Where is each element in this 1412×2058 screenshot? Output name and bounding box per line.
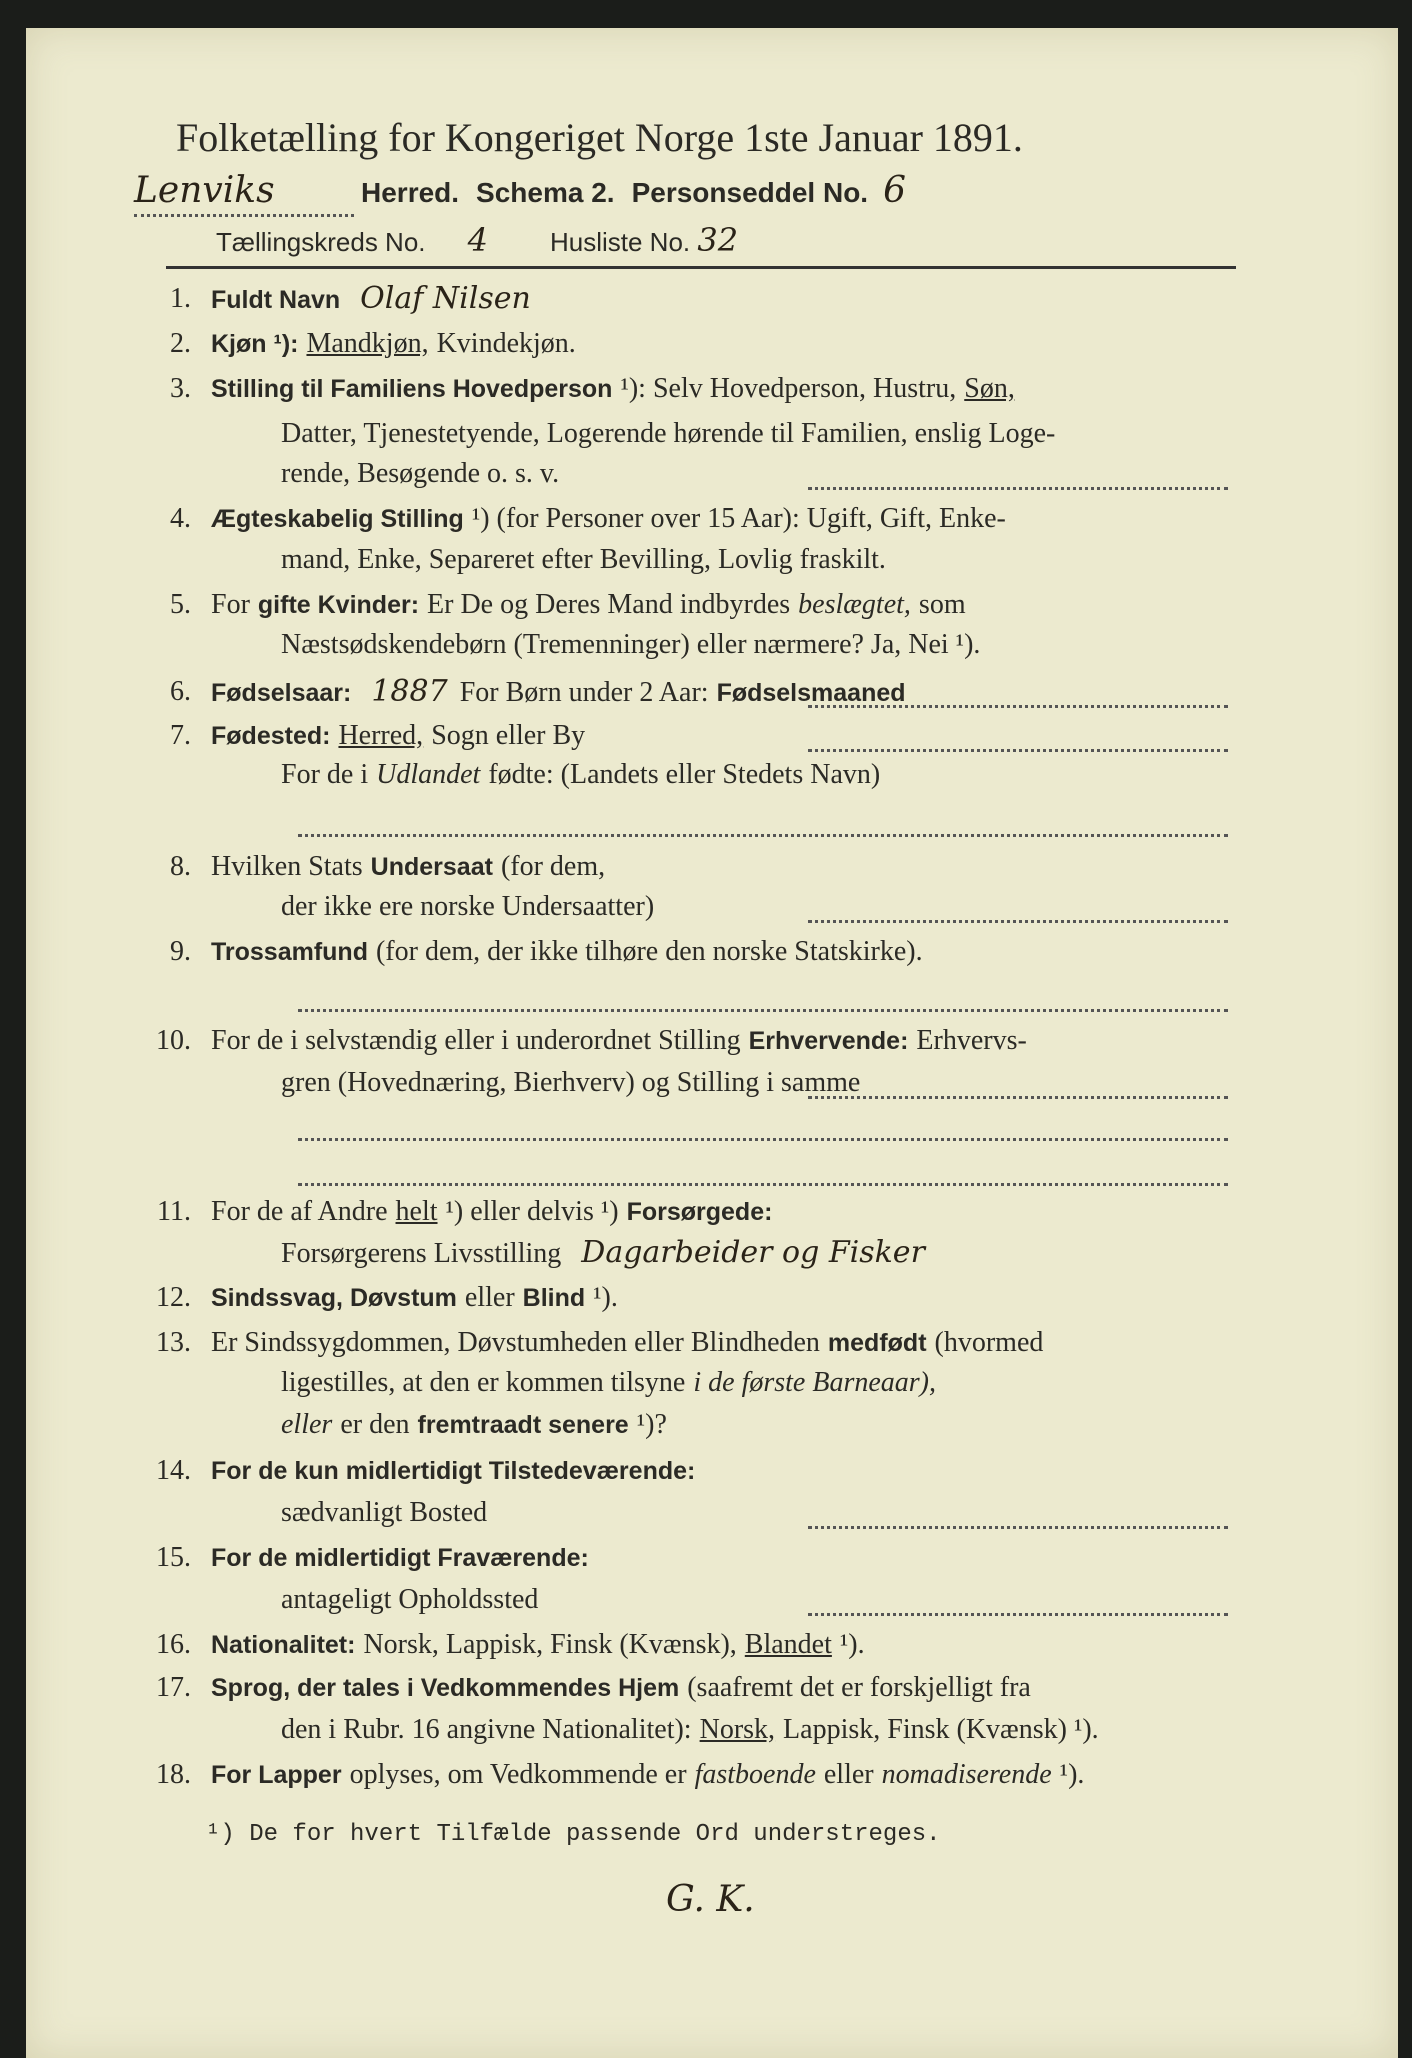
- answer-dotted-line: [808, 487, 1228, 490]
- form-text: For Børn under 2 Aar:: [459, 677, 709, 708]
- form-text: Erhvervs-: [916, 1025, 1027, 1056]
- handwritten-answer: Dagarbeider og Fisker: [581, 1235, 925, 1270]
- item-number: 5.: [170, 589, 191, 620]
- form-text: (for dem,: [500, 851, 606, 882]
- item-number: 15.: [156, 1542, 191, 1573]
- signature: G. K.: [666, 1879, 755, 1920]
- form-text: den i Rubr. 16 angivne Nationalitet):: [281, 1714, 692, 1745]
- form-text: Erhvervende:: [748, 1027, 909, 1055]
- item-number: 11.: [157, 1196, 191, 1227]
- form-text: Næstsødskendebørn (Tremenninger) eller nærmere? Ja, Nei ¹).: [281, 629, 981, 660]
- form-text: ¹) (for Personer over 15 Aar): Ugift, Gift, Enke-: [471, 503, 1006, 534]
- form-title: Folketælling for Kongeriget Norge 1ste Januar 1891.: [176, 115, 1023, 160]
- answer-dotted-line: [298, 1138, 1228, 1141]
- item-number: 7.: [170, 720, 191, 751]
- form-text: Er De og Deres Mand indbyrdes: [427, 589, 791, 620]
- item-number: 1.: [170, 283, 191, 314]
- herred-line: [134, 168, 906, 217]
- item-number: 8.: [170, 851, 191, 882]
- form-text: ¹) eller delvis ¹): [445, 1196, 619, 1227]
- answer-dotted-line: [808, 1613, 1228, 1616]
- form-text: ¹).: [1059, 1759, 1085, 1790]
- answer-dotted-line: [808, 1526, 1228, 1529]
- form-text: (hvormed: [934, 1327, 1044, 1358]
- form-text: som: [918, 589, 966, 620]
- form-text: (for dem, der ikke tilhøre den norske Statskirke).: [375, 936, 923, 967]
- form-text: Forsørgede:: [626, 1198, 773, 1226]
- form-text: Undersaat: [370, 853, 493, 881]
- form-text: helt: [395, 1196, 438, 1227]
- form-text: oplyses, om Vedkommende er: [349, 1759, 687, 1790]
- form-text: der ikke ere norske Undersaatter): [281, 891, 655, 922]
- form-text: eller: [464, 1282, 515, 1313]
- form-text: rende, Besøgende o. s. v.: [281, 458, 560, 489]
- form-text: Mandkjøn,: [306, 328, 429, 359]
- item-number: 16.: [156, 1629, 191, 1660]
- form-text: (saafremt det er forskjelligt fra: [687, 1672, 1031, 1703]
- form-text: Sindssvag, Døvstum: [211, 1284, 457, 1312]
- form-text: Udlandet: [376, 759, 481, 790]
- form-text: Kvindekjøn.: [436, 328, 576, 359]
- form-text: Fødselsmaaned: [716, 679, 906, 707]
- form-text: medfødt: [827, 1329, 927, 1357]
- form-text: Fuldt Navn: [211, 286, 341, 314]
- item-number: 12.: [156, 1282, 191, 1313]
- husliste-value: 32: [697, 221, 739, 259]
- form-text: For de kun midlertidigt Tilstedeværende:: [211, 1457, 696, 1485]
- answer-dotted-line: [808, 1096, 1228, 1099]
- form-text: Datter, Tjenestetyende, Logerende hørende til Familien, enslig Loge-: [281, 418, 1056, 449]
- form-text: Fødested:: [211, 722, 331, 750]
- form-text: gifte Kvinder:: [257, 591, 420, 619]
- form-text: Sprog, der tales i Vedkommendes Hjem: [211, 1674, 680, 1702]
- divider: [166, 266, 1236, 269]
- form-text: For Lapper: [211, 1761, 342, 1789]
- form-text: gren (Hovednæring, Bierhverv) og Stilling i samme: [281, 1067, 861, 1098]
- handwritten-answer: 1887: [371, 674, 448, 709]
- form-text: eller: [281, 1409, 333, 1440]
- census-form: [26, 28, 1398, 2058]
- answer-dotted-line: [298, 1009, 1228, 1012]
- form-text: For de midlertidigt Fraværende:: [211, 1544, 589, 1572]
- form-text: nomadiserende: [881, 1759, 1052, 1790]
- form-text: fastboende: [694, 1759, 816, 1790]
- form-text: ¹)?: [636, 1409, 667, 1440]
- form-text: ¹).: [593, 1282, 618, 1313]
- form-text: Trossamfund: [211, 938, 368, 966]
- form-text: i de første Barneaar),: [693, 1367, 936, 1398]
- form-text: Herred,: [338, 720, 424, 751]
- herred-label: Herred.: [361, 177, 460, 208]
- form-text: Sogn eller By: [431, 720, 586, 751]
- form-text: For: [211, 589, 250, 620]
- item-number: 13.: [156, 1327, 191, 1358]
- form-text: Fødselsaar:: [211, 679, 352, 707]
- form-text: For de af Andre: [211, 1196, 388, 1227]
- form-text: Norsk, Lappisk, Finsk (Kvænsk),: [363, 1629, 737, 1660]
- kreds-line: [216, 220, 738, 262]
- item-number: 2.: [170, 328, 191, 359]
- personseddel-value: 6: [883, 170, 906, 211]
- item-number: 6.: [170, 676, 191, 707]
- item-number: 10.: [156, 1025, 191, 1056]
- schema-label: Schema 2.: [476, 177, 615, 208]
- kreds-value: 4: [467, 221, 488, 259]
- form-text: fremtraadt senere: [417, 1411, 629, 1439]
- form-text: fødte: (Landets eller Stedets Navn): [488, 759, 881, 790]
- answer-dotted-line: [808, 749, 1228, 752]
- answer-dotted-line: [298, 834, 1228, 837]
- answer-dotted-line: [808, 920, 1228, 923]
- item-number: 14.: [156, 1455, 191, 1486]
- form-text: mand, Enke, Separeret efter Bevilling, Lovlig fraskilt.: [281, 544, 886, 575]
- kreds-label: Tællingskreds No.: [216, 227, 426, 257]
- form-text: Lappisk, Finsk (Kvænsk) ¹).: [783, 1714, 1099, 1745]
- form-text: eller: [823, 1759, 874, 1790]
- form-text: Blandet: [744, 1629, 832, 1660]
- form-text: ¹): Selv Hovedperson, Hustru,: [620, 373, 957, 404]
- form-text: Hvilken Stats: [211, 851, 363, 882]
- husliste-label: Husliste No.: [549, 227, 691, 257]
- item-number: 9.: [170, 936, 191, 967]
- form-text: Norsk,: [699, 1714, 776, 1745]
- form-text: er den: [340, 1409, 410, 1440]
- form-text: ¹).: [839, 1629, 865, 1660]
- personseddel-label: Personseddel No.: [631, 177, 869, 208]
- form-text: For de i: [281, 759, 369, 790]
- item-number: 4.: [170, 503, 191, 534]
- form-text: antageligt Opholdssted: [281, 1584, 539, 1615]
- form-text: Kjøn ¹):: [211, 330, 299, 358]
- item-number: 3.: [170, 373, 191, 404]
- form-text: Er Sindssygdommen, Døvstumheden eller Blindheden: [211, 1327, 820, 1358]
- footnote: ¹) De for hvert Tilfælde passende Ord understreges.: [206, 1821, 941, 1848]
- form-text: For de i selvstændig eller i underordnet Stilling: [211, 1025, 741, 1056]
- form-text: Blind: [522, 1284, 586, 1312]
- item-number: 18.: [156, 1759, 191, 1790]
- form-text: Nationalitet:: [211, 1631, 356, 1659]
- form-text: sædvanligt Bosted: [281, 1497, 488, 1528]
- form-text: ligestilles, at den er kommen tilsyne: [281, 1367, 686, 1398]
- item-number: 17.: [156, 1672, 191, 1703]
- herred-value: Lenviks: [134, 168, 354, 217]
- handwritten-answer: Olaf Nilsen: [360, 281, 531, 316]
- answer-dotted-line: [808, 705, 1228, 708]
- form-text: beslægtet,: [798, 589, 911, 620]
- form-text: Forsørgerens Livsstilling: [281, 1238, 562, 1269]
- form-text: Søn,: [964, 373, 1015, 404]
- form-text: Ægteskabelig Stilling: [211, 505, 464, 533]
- form-text: Stilling til Familiens Hovedperson: [211, 375, 613, 403]
- answer-dotted-line: [298, 1183, 1228, 1186]
